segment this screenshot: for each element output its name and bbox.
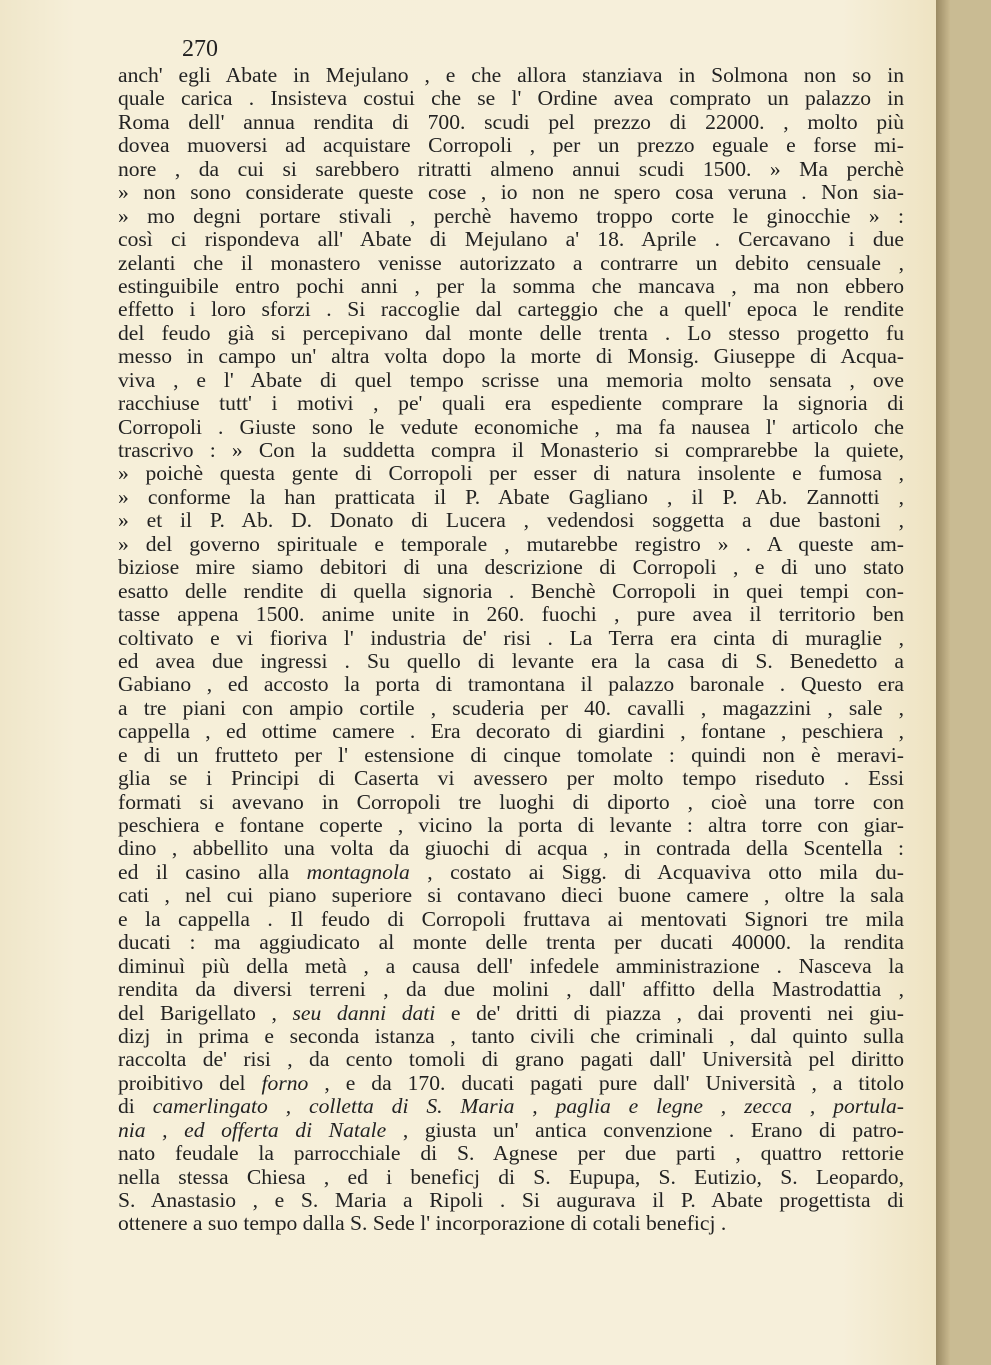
text-line: ed il casino alla montagnola , costato ai Sigg. di Acquaviva otto mila du- <box>118 859 904 884</box>
text-line: ed avea due ingressi . Su quello di levante era la casa di S. Benedetto a <box>118 648 904 673</box>
text-line: cappella , ed ottime camere . Era decorato di giardini , fontane , peschiera , <box>118 719 904 744</box>
text-line: cati , nel cui piano superiore si contavano dieci buone camere , oltre la sala <box>118 883 904 908</box>
text-line: del Barigellato , seu danni dati e de' dritti di piazza , dai proventi nei giu- <box>118 1000 904 1025</box>
text-line: e di un frutteto per l' estensione di cinque tomolate : quindi non è meravi- <box>118 742 904 767</box>
text-line: ducati : ma aggiudicato al monte delle trenta per ducati 40000. la rendita <box>118 930 904 955</box>
text-line: viva , e l' Abate di quel tempo scrisse una memoria molto sensata , ove <box>118 367 904 392</box>
text-line: racchiuse tutt' i motivi , pe' quali era espediente comprare la signoria di <box>118 391 904 416</box>
text-line: dino , abbellito una volta da giuochi di acqua , in contrada della Scentella : <box>118 836 904 861</box>
text-line: rendita da diversi terreni , da due molini , dall' affitto della Mastrodattia , <box>118 977 904 1002</box>
text-line: S. Anastasio , e S. Maria a Ripoli . Si augurava il P. Abate progettista di <box>118 1188 904 1212</box>
text-line: estinguibile entro pochi anni , per la somma che mancava , ma non ebbero <box>118 273 904 298</box>
text-line: » non sono considerate queste cose , io non ne spero cosa veruna . Non sia- <box>118 180 904 205</box>
text-line: Corropoli . Giuste sono le vedute economiche , ma fa nausea l' articolo che <box>118 414 904 439</box>
text-line: dizj in prima e seconda istanza , tanto civili che criminali , dal quinto sulla <box>118 1023 904 1048</box>
page-gutter-shadow <box>936 0 950 1365</box>
text-line: ottenere a suo tempo dalla S. Sede l' incorporazione di cotali beneficj . <box>118 1211 727 1236</box>
text-line: coltivato e vi fioriva l' industria de' risi . La Terra era cinta di muraglie , <box>118 625 904 650</box>
text-line: Gabiano , ed accosto la porta di tramontana il palazzo baronale . Questo era <box>118 672 904 697</box>
text-line: raccolta de' risi , da cento tomoli di grano pagati dall' Università pel diritto <box>118 1047 904 1072</box>
text-line: quale carica . Insisteva costui che se l' Ordine avea comprato un palazzo in <box>118 86 904 111</box>
text-line: nella stessa Chiesa , ed i beneficj di S. Eupupa, S. Eutizio, S. Leopardo, <box>118 1164 904 1189</box>
text-line: » del governo spirituale e temporale , mutarebbe registro » . A queste am- <box>118 531 904 556</box>
text-line: proibitivo del forno , e da 170. ducati pagati pure dall' Università , a titolo <box>118 1070 904 1095</box>
text-line: biziose mire siamo debitori di una descrizione di Corropoli , e di uno stato <box>118 555 904 580</box>
text-line: effetto i loro sforzi . Si raccoglie dal carteggio che a quell' epoca le rendite <box>118 297 904 322</box>
text-line: anch' egli Abate in Mejulano , e che allora stanziava in Solmona non so in <box>118 63 904 87</box>
text-line: trascrivo : » Con la suddetta compra il Monasterio si comprarebbe la quiete, <box>118 438 904 462</box>
text-line: esatto delle rendite di quella signoria . Benchè Corropoli in quei tempi con- <box>118 578 904 603</box>
text-line: tasse appena 1500. anime unite in 260. fuochi , pure avea il territorio ben <box>118 602 904 627</box>
text-line: nia , ed offerta di Natale , giusta un' antica convenzione . Erano di patro- <box>118 1117 904 1142</box>
text-line: Roma dell' annua rendita di 700. scudi pel prezzo di 22000. , molto più <box>118 109 904 134</box>
body-text <box>118 64 904 1236</box>
text-line: zelanti che il monastero venisse autorizzato a contrarre un debito censuale , <box>118 250 904 275</box>
text-line: nore , da cui si sarebbero ritratti almeno annui scudi 1500. » Ma perchè <box>118 156 904 181</box>
page-number: 270 <box>182 36 218 62</box>
text-line: e la cappella . Il feudo di Corropoli fruttava ai mentovati Signori tre mila <box>118 906 904 931</box>
text-line: di camerlingato , colletta di S. Maria , paglia e legne , zecca , portula- <box>118 1094 904 1119</box>
text-line: a tre piani con ampio cortile , scuderia per 40. cavalli , magazzini , sale , <box>118 695 904 720</box>
text-line: dovea muoversi ad acquistare Corropoli , per un prezzo eguale e forse mi- <box>118 133 904 158</box>
text-line: » mo degni portare stivali , perchè havemo troppo corte le ginocchie » : <box>118 203 904 228</box>
text-line: » poichè questa gente di Corropoli per esser di natura insolente e fumosa , <box>118 461 904 486</box>
text-line: così ci rispondeva all' Abate di Mejulano a' 18. Aprile . Cercavano i due <box>118 227 904 252</box>
text-line: nato feudale la parrocchiale di S. Agnese per due parti , quattro rettorie <box>118 1141 904 1166</box>
text-line: » et il P. Ab. D. Donato di Lucera , vedendosi soggetta a due bastoni , <box>118 508 904 533</box>
text-line: diminuì più della metà , a causa dell' infedele amministrazione . Nasceva la <box>118 953 904 978</box>
text-line: » conforme la han pratticata il P. Abate Gagliano , il P. Ab. Zannotti , <box>118 484 904 509</box>
text-line: del feudo già si percepivano dal monte delle trenta . Lo stesso progetto fu <box>118 320 904 345</box>
text-line: messo in campo un' altra volta dopo la morte di Monsig. Giuseppe di Acqua- <box>118 344 904 369</box>
text-line: glia se i Principi di Caserta vi avessero per molto tempo riseduto . Essi <box>118 766 904 791</box>
page-edge <box>950 0 991 1365</box>
text-line: peschiera e fontane coperte , vicino la porta di levante : altra torre con giar- <box>118 813 904 837</box>
text-line: formati si avevano in Corropoli tre luoghi di diporto , cioè una torre con <box>118 789 904 814</box>
